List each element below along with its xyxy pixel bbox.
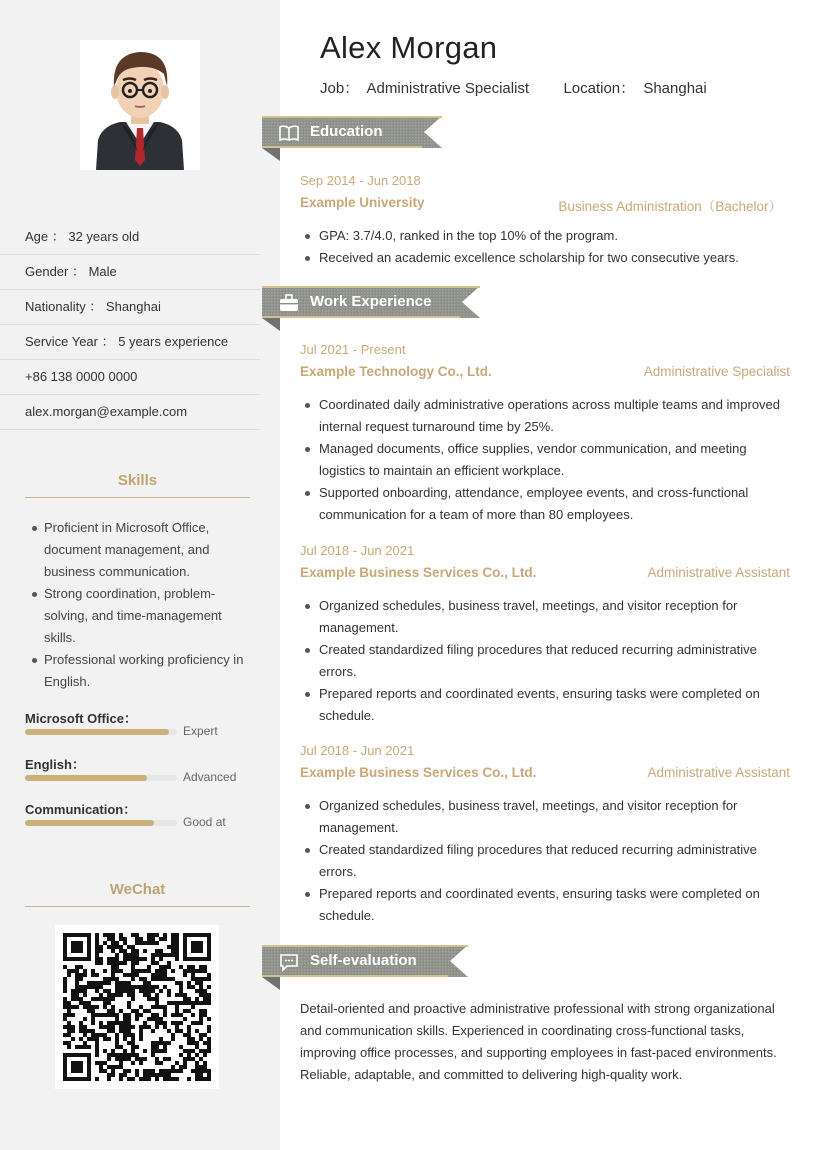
bullet-item: Coordinated daily administrative operations across multiple teams and improved internal request turnaround time by 25%. — [300, 394, 790, 438]
entry-date: Sep 2014 - Jun 2018 — [300, 173, 421, 188]
work-entry — [300, 741, 790, 927]
bullet-item: Supported onboarding, attendance, employee events, and cross-functional communication for a team of more than 80 employees. — [300, 482, 790, 526]
skill-bar-name: Microsoft Office： — [25, 711, 137, 726]
comment-icon — [278, 952, 300, 972]
section-banner-work — [262, 286, 480, 331]
bullet-item: Prepared reports and coordinated events, ensuring tasks were completed on schedule. — [300, 883, 790, 927]
book-icon — [278, 123, 300, 143]
section-banner-education — [262, 116, 442, 161]
skill-bar-name: English： — [25, 757, 85, 772]
skill-bar-track — [25, 775, 177, 781]
bullet-item: Created standardized filing procedures that reduced recurring administrative errors. — [300, 839, 790, 883]
skill-bar-fill — [25, 820, 154, 826]
entry-organization: Example University — [300, 195, 425, 210]
skill-bar-communication — [25, 799, 255, 829]
skill-bar-level: Advanced — [183, 770, 237, 784]
entry-bullets — [300, 394, 790, 526]
entry-header — [300, 364, 790, 388]
skill-bar-track — [25, 820, 177, 826]
education-entry — [300, 171, 790, 269]
entry-role: Administrative Specialist — [643, 364, 790, 379]
entry-role: Administrative Assistant — [647, 765, 790, 780]
bullet-item: Received an academic excellence scholarship for two consecutive years. — [300, 247, 790, 269]
section-title-education: Education — [310, 123, 383, 140]
personal-info-list — [0, 220, 260, 430]
bullet-item: Organized schedules, business travel, meetings, and visitor reception for management. — [300, 595, 790, 639]
entry-organization: Example Business Services Co., Ltd. — [300, 765, 537, 780]
skill-bar-level: Good at — [183, 815, 226, 829]
entry-date: Jul 2018 - Jun 2021 — [300, 743, 415, 758]
section-title-work: Work Experience — [310, 293, 432, 310]
skill-bar-office — [25, 708, 255, 738]
briefcase-icon — [278, 293, 300, 313]
skill-bar-track — [25, 729, 177, 735]
bullet-item: Organized schedules, business travel, meetings, and visitor reception for management. — [300, 795, 790, 839]
skill-bar-name: Communication： — [25, 802, 137, 817]
entry-role: Administrative Assistant — [647, 565, 790, 580]
work-entry — [300, 541, 790, 727]
location-value: Shanghai — [643, 80, 707, 97]
candidate-name: Alex Morgan — [320, 30, 498, 65]
info-nationality: Nationality ： Shanghai — [0, 290, 260, 325]
avatar — [80, 40, 200, 170]
entry-header — [300, 195, 790, 219]
job-location-line — [320, 77, 711, 98]
job-label: Job： — [320, 80, 360, 97]
entry-role: Business Administration（Bachelor） — [558, 199, 782, 214]
self-evaluation-text: Detail-oriented and proactive administrative professional with strong organizational and communication skills. Experienced in coordinating cross-functional tasks, improving office processes, and supporting employees in fast-paced environments. Reliable, adaptable, and committed to delivering high-quality work. — [300, 1001, 777, 1082]
section-banner-self-evaluation — [262, 945, 468, 990]
info-age: Age ： 32 years old — [0, 220, 260, 255]
wechat-qr-code — [55, 925, 219, 1089]
info-gender: Gender ： Male — [0, 255, 260, 290]
bullet-item: Prepared reports and coordinated events, ensuring tasks were completed on schedule. — [300, 683, 790, 727]
skill-item: Strong coordination, problem-solving, and time-management skills. — [30, 583, 250, 649]
entry-organization: Example Technology Co., Ltd. — [300, 364, 492, 379]
job-title: Administrative Specialist — [366, 80, 530, 97]
entry-bullets — [300, 225, 790, 269]
skill-bar-english — [25, 754, 255, 784]
info-email: alex.morgan@example.com — [0, 395, 260, 430]
sidebar — [0, 0, 280, 1150]
bullet-item: GPA: 3.7/4.0, ranked in the top 10% of the program. — [300, 225, 790, 247]
skill-bar-level: Expert — [183, 724, 218, 738]
skill-item: Professional working proficiency in English. — [30, 649, 250, 693]
bullet-item: Created standardized filing procedures that reduced recurring administrative errors. — [300, 639, 790, 683]
entry-header — [300, 765, 790, 789]
entry-bullets — [300, 595, 790, 727]
skill-bar-fill — [25, 729, 169, 735]
entry-bullets — [300, 795, 790, 927]
skills-heading: Skills — [25, 472, 250, 498]
entry-date: Jul 2018 - Jun 2021 — [300, 543, 415, 558]
skill-bar-fill — [25, 775, 147, 781]
entry-header — [300, 565, 790, 589]
skills-list — [30, 517, 250, 693]
bullet-item: Managed documents, office supplies, vendor communication, and meeting logistics to maintain an efficient workplace. — [300, 438, 790, 482]
entry-organization: Example Business Services Co., Ltd. — [300, 565, 537, 580]
wechat-heading: WeChat — [25, 881, 250, 907]
section-title-self-evaluation: Self-evaluation — [310, 952, 417, 969]
entry-date: Jul 2021 - Present — [300, 342, 406, 357]
info-phone: +86 138 0000 0000 — [0, 360, 260, 395]
location-label: Location： — [563, 80, 636, 97]
info-service-year: Service Year ： 5 years experience — [0, 325, 260, 360]
skill-item: Proficient in Microsoft Office, document management, and business communication. — [30, 517, 250, 583]
work-entry — [300, 340, 790, 526]
